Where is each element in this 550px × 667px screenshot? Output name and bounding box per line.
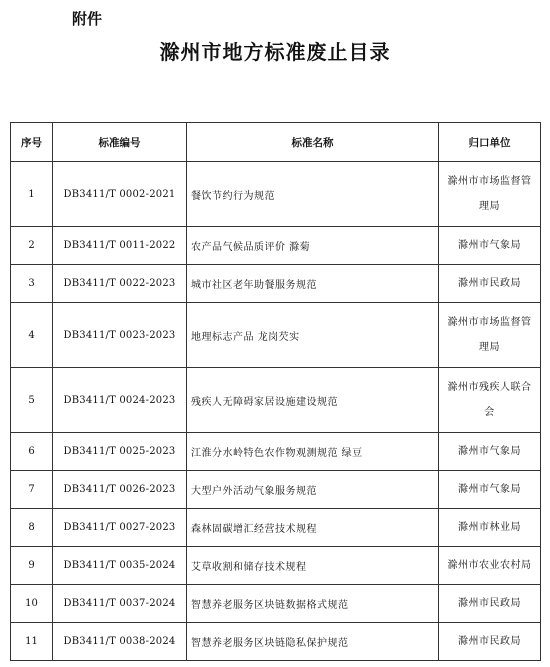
cell-name: 森林固碳增汇经营技术规程 <box>187 509 439 547</box>
cell-no: 10 <box>11 585 53 623</box>
cell-unit: 滁州市气象局 <box>439 471 541 509</box>
cell-unit: 滁州市民政局 <box>439 265 541 303</box>
cell-code: DB3411/T 0022-2023 <box>53 265 187 303</box>
table-row <box>11 368 541 433</box>
cell-code: DB3411/T 0002-2021 <box>53 162 187 227</box>
table-row <box>11 471 541 509</box>
cell-code: DB3411/T 0027-2023 <box>53 509 187 547</box>
cell-no: 3 <box>11 265 53 303</box>
cell-no: 6 <box>11 433 53 471</box>
cell-name: 智慧养老服务区块链隐私保护规范 <box>187 623 439 661</box>
cell-code: DB3411/T 0023-2023 <box>53 303 187 368</box>
table-row <box>11 265 541 303</box>
table-row <box>11 509 541 547</box>
cell-unit: 滁州市民政局 <box>439 623 541 661</box>
table-header-row <box>11 123 541 162</box>
cell-code: DB3411/T 0035-2024 <box>53 547 187 585</box>
cell-unit: 滁州市林业局 <box>439 509 541 547</box>
attachment-label: 附件 <box>72 10 103 28</box>
header-unit: 归口单位 <box>439 123 541 162</box>
cell-no: 9 <box>11 547 53 585</box>
cell-name: 智慧养老服务区块链数据格式规范 <box>187 585 439 623</box>
cell-name: 大型户外活动气象服务规范 <box>187 471 439 509</box>
table-row <box>11 433 541 471</box>
table-row <box>11 585 541 623</box>
cell-no: 2 <box>11 227 53 265</box>
cell-code: DB3411/T 0038-2024 <box>53 623 187 661</box>
cell-unit: 滁州市农业农村局 <box>439 547 541 585</box>
cell-unit: 滁州市市场监督管理局 <box>439 162 541 227</box>
page-title: 滁州市地方标准废止目录 <box>159 40 391 64</box>
cell-no: 8 <box>11 509 53 547</box>
cell-unit: 滁州市气象局 <box>439 433 541 471</box>
cell-no: 11 <box>11 623 53 661</box>
cell-no: 4 <box>11 303 53 368</box>
cell-unit: 滁州市市场监督管理局 <box>439 303 541 368</box>
cell-name: 江淮分水岭特色农作物观测规范 绿豆 <box>187 433 439 471</box>
table-row <box>11 623 541 661</box>
cell-code: DB3411/T 0024-2023 <box>53 368 187 433</box>
cell-name: 农产品气候品质评价 滁菊 <box>187 227 439 265</box>
cell-name: 地理标志产品 龙岗芡实 <box>187 303 439 368</box>
standards-table <box>10 122 541 661</box>
cell-code: DB3411/T 0026-2023 <box>53 471 187 509</box>
header-name: 标准名称 <box>187 123 439 162</box>
cell-code: DB3411/T 0025-2023 <box>53 433 187 471</box>
table-row <box>11 162 541 227</box>
header-no: 序号 <box>11 123 53 162</box>
cell-name: 城市社区老年助餐服务规范 <box>187 265 439 303</box>
table-row <box>11 547 541 585</box>
cell-no: 7 <box>11 471 53 509</box>
cell-unit: 滁州市气象局 <box>439 227 541 265</box>
cell-name: 残疾人无障碍家居设施建设规范 <box>187 368 439 433</box>
cell-no: 5 <box>11 368 53 433</box>
table-row <box>11 303 541 368</box>
table-row <box>11 227 541 265</box>
header-code: 标准编号 <box>53 123 187 162</box>
cell-code: DB3411/T 0037-2024 <box>53 585 187 623</box>
cell-unit: 滁州市残疾人联合会 <box>439 368 541 433</box>
cell-no: 1 <box>11 162 53 227</box>
cell-name: 艾草收割和储存技术规程 <box>187 547 439 585</box>
cell-unit: 滁州市民政局 <box>439 585 541 623</box>
cell-code: DB3411/T 0011-2022 <box>53 227 187 265</box>
cell-name: 餐饮节约行为规范 <box>187 162 439 227</box>
